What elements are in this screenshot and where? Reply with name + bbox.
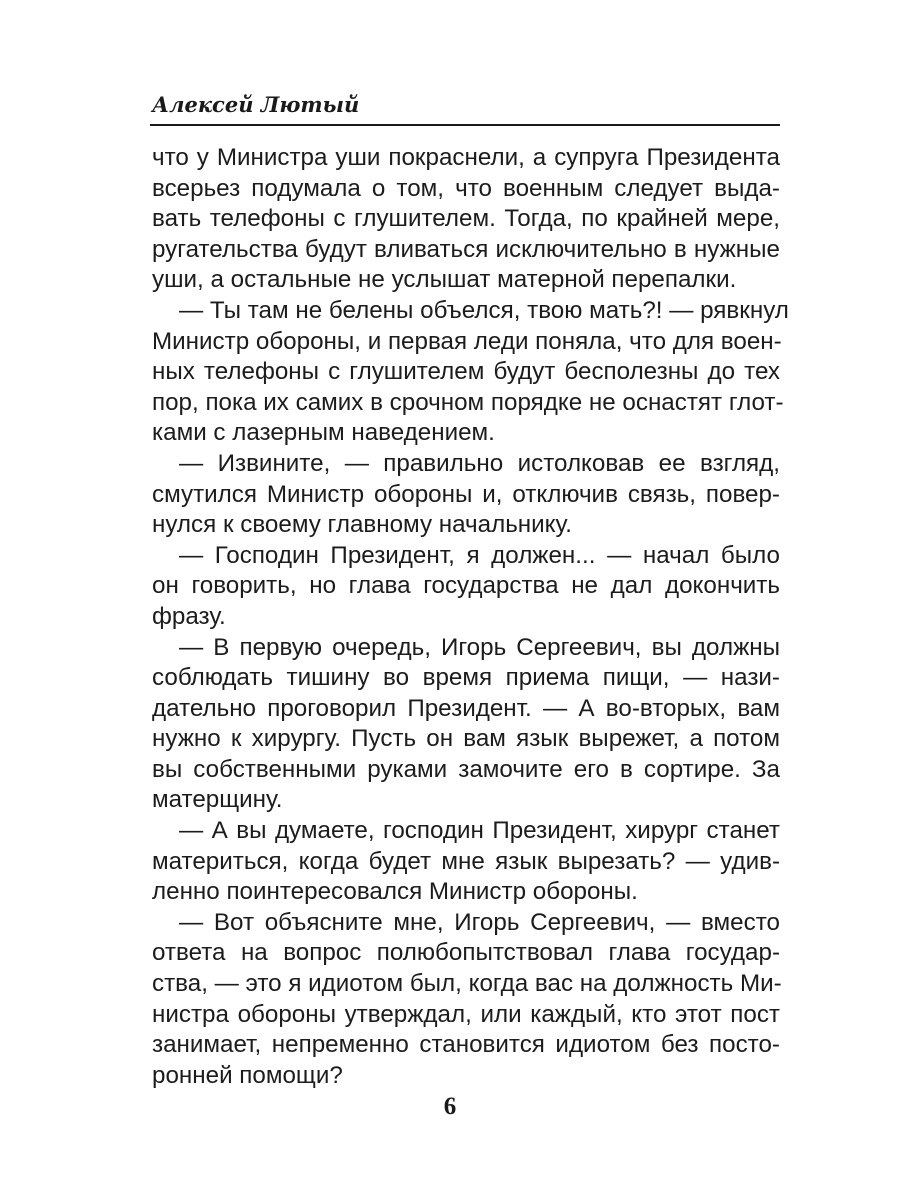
text-line: всерьез подумала о том, что военным следует выда- bbox=[152, 174, 780, 202]
text-line: уши, а остальные не услышат матерной перепалки. bbox=[152, 266, 737, 294]
text-line: ками с лазерным наведением. bbox=[152, 419, 495, 447]
text-line: ругательства будут вливаться исключительно в нужные bbox=[152, 235, 780, 263]
text-line: — Вот объясните мне, Игорь Сергеевич, — вместо bbox=[179, 908, 780, 936]
text-line: нужно к хирургу. Пусть он вам язык вырежет, а потом bbox=[152, 725, 780, 753]
text-line: вы собственными руками замочите его в сортире. За bbox=[152, 755, 780, 783]
text-line: нулся к своему главному начальнику. bbox=[152, 511, 572, 539]
text-line: матерщину. bbox=[152, 786, 283, 814]
text-line: пор, пока их самих в срочном порядке не оснастят глот- bbox=[152, 388, 784, 416]
text-line: что у Министра уши покраснели, а супруга Президента bbox=[152, 144, 780, 171]
body-text bbox=[152, 143, 789, 1091]
text-line: нистра обороны утверждал, или каждый, кто этот пост bbox=[152, 1000, 780, 1028]
text-line: ответа на вопрос полюбопытствовал глава государ- bbox=[152, 939, 780, 967]
text-line: занимает, непременно становится идиотом без посто- bbox=[152, 1031, 780, 1059]
text-line: фразу. bbox=[152, 602, 226, 630]
text-line: он говорить, но глава государства не дал докончить bbox=[152, 572, 780, 600]
text-line: ных телефоны с глушителем будут бесполезны до тех bbox=[152, 358, 780, 386]
text-line: смутился Министр обороны и, отключив связь, повер- bbox=[152, 480, 780, 508]
text-line: материться, когда будет мне язык вырезать? — удив- bbox=[152, 847, 780, 875]
text-line: ленно поинтересовался Министр обороны. bbox=[152, 878, 638, 906]
text-line: ронней помощи? bbox=[152, 1061, 343, 1089]
page-number: 6 bbox=[443, 1093, 457, 1120]
running-head-author: Алексей Лютый bbox=[152, 92, 360, 117]
text-line: — Господин Президент, я должен... — начал было bbox=[179, 541, 780, 569]
text-line: ства, — это я идиотом был, когда вас на должность Ми- bbox=[152, 970, 782, 998]
header-rule bbox=[150, 124, 780, 126]
text-line: дательно проговорил Президент. — А во-вторых, вам bbox=[152, 694, 780, 722]
text-line: — В первую очередь, Игорь Сергеевич, вы должны bbox=[179, 633, 780, 661]
text-line: соблюдать тишину во время приема пищи, — нази- bbox=[152, 664, 780, 692]
text-line: — А вы думаете, господин Президент, хирург станет bbox=[179, 817, 780, 845]
text-line: Министр обороны, и первая леди поняла, что для воен- bbox=[152, 327, 782, 355]
text-line: вать телефоны с глушителем. Тогда, по крайней мере, bbox=[152, 205, 780, 233]
text-line: — Ты там не белены объелся, твою мать?! — рявкнул bbox=[179, 296, 789, 324]
text-line: — Извините, — правильно истолковав ее взгляд, bbox=[179, 449, 780, 477]
